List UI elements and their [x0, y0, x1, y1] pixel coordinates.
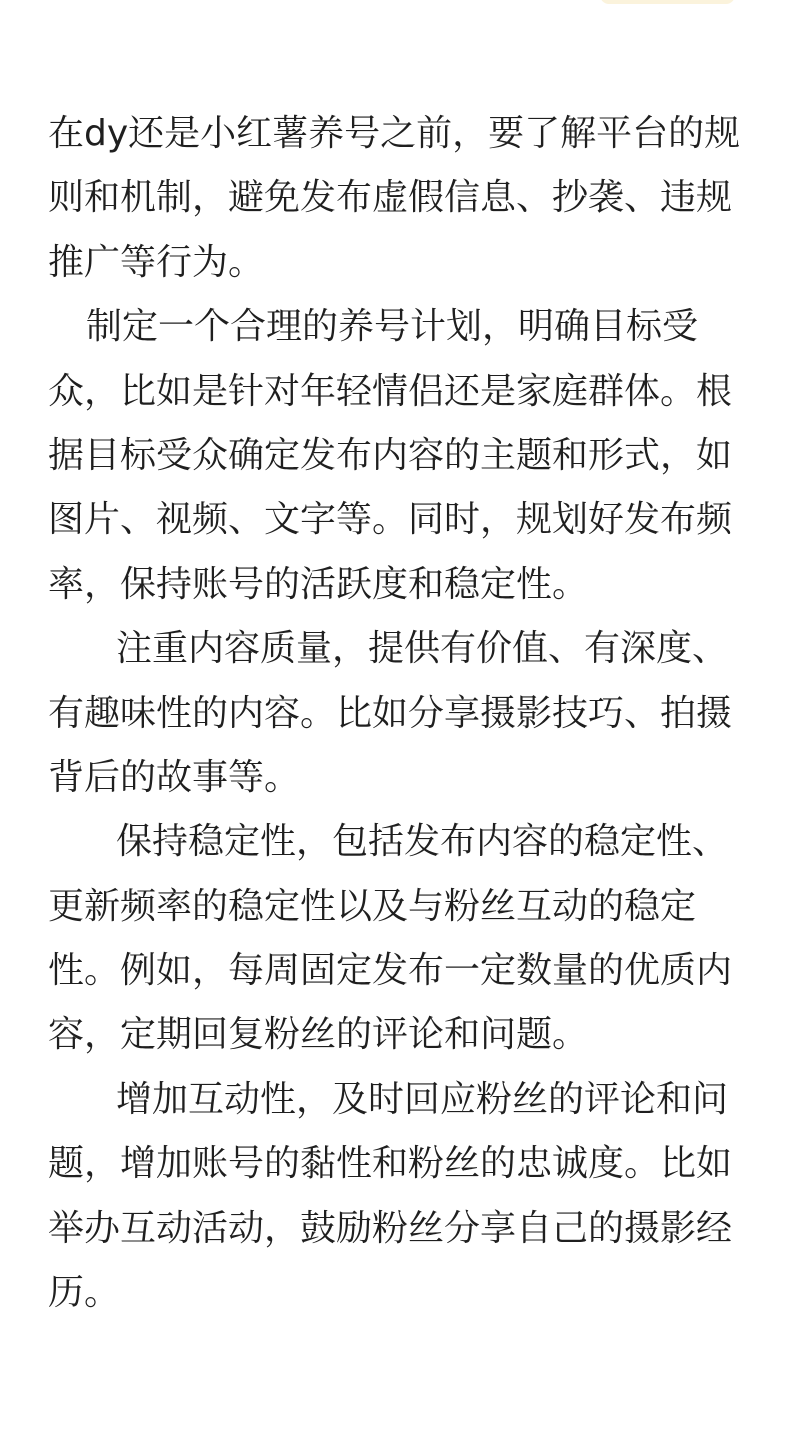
- text-line: 推广等行为。: [48, 241, 265, 283]
- text-line: 注重内容质量，提供有价值、有深度、: [116, 628, 729, 670]
- text-line: 历。: [48, 1272, 121, 1314]
- article-body: [48, 102, 752, 1325]
- text-line: 更新频率的稳定性以及与粉丝互动的稳定: [48, 885, 697, 927]
- text-line: 保持稳定性，包括发布内容的稳定性、: [116, 821, 729, 863]
- text-line: 题，增加账号的黏性和粉丝的忠诚度。比如: [48, 1143, 733, 1185]
- text-line: 众，比如是针对年轻情侣还是家庭群体。根: [48, 370, 733, 412]
- text-line: 增加互动性，及时回应粉丝的评论和问: [116, 1078, 729, 1120]
- text-line: 背后的故事等。: [48, 756, 301, 798]
- text-line: 性。例如，每周固定发布一定数量的优质内: [48, 950, 733, 992]
- top-tab-edge: [600, 0, 735, 4]
- text-line: 图片、视频、文字等。同时，规划好发布频: [48, 499, 733, 541]
- text-line: 据目标受众确定发布内容的主题和形式，如: [48, 434, 733, 476]
- text-line: 在dy还是小红薯养号之前，要了解平台的规: [48, 113, 741, 154]
- text-line: 制定一个合理的养号计划，明确目标受: [86, 306, 699, 348]
- text-line: 率，保持账号的活跃度和稳定性。: [48, 563, 589, 605]
- text-line: 容，定期回复粉丝的评论和问题。: [48, 1014, 589, 1056]
- text-line: 则和机制，避免发布虚假信息、抄袭、违规: [48, 177, 733, 219]
- text-line: 举办互动活动，鼓励粉丝分享自己的摄影经: [48, 1207, 733, 1249]
- text-line: 有趣味性的内容。比如分享摄影技巧、拍摄: [48, 692, 733, 734]
